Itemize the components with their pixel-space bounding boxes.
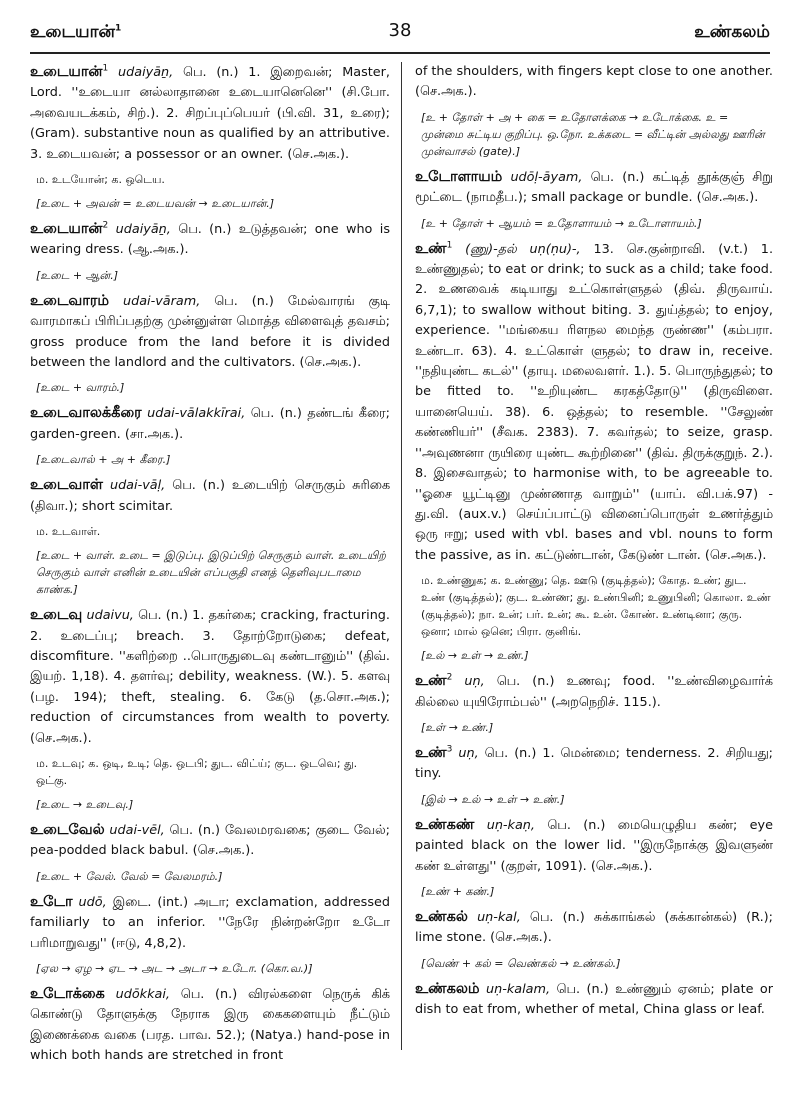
etymology-note: [உடை + வாரம்.]	[36, 381, 125, 395]
headword: உடைவு	[30, 607, 83, 624]
headword: உண்	[415, 673, 447, 690]
running-head	[30, 18, 770, 48]
etymology-note: [உ + தோள் + அ + கை = உதோளக்கை → உடோக்கை. உ = முன்மை சுட்டிய குறிப்பு. ஒ.நோ. உக்கடை = வீட்டின் அல்லது ஊரின் முன்வாசல் (gate).]	[421, 110, 765, 158]
transliteration: udaivu,	[86, 608, 134, 624]
dictionary-entry	[415, 907, 773, 949]
definition-text: பெ. (n.) 1. மென்மை; tenderness. 2. சிறியது; tiny.	[415, 745, 773, 782]
definition-text: பெ. (n.) 1. இறைவன்; Master, Lord. ''உடையா னல்லாதானை உடையானெனெ'' (சி.போ. அவையடக்கம், சிற்.). 2. சிறப்புப்பெயர் (பி.வி. 31, உரை); (Gram). substantive noun as qualified by an attributive. 3. உடையவன்; a possessor or an owner. (செ.அக.).	[30, 65, 390, 162]
transliteration: (ணு)-தல் uṇ(ṇu)-,	[465, 241, 581, 257]
dictionary-entry	[415, 815, 773, 877]
dictionary-entry	[30, 219, 390, 261]
definition-text: இடை. (int.) அடா; exclamation, addressed familiarly to an inferior. ''நேரே நின்றன்றோ உடோ பரிமாறுவது'' (ஈடு, 4,8,2).	[30, 894, 390, 951]
transliteration: udō,	[78, 894, 107, 910]
transliteration: udai-vēl,	[109, 822, 165, 838]
headword: உடைவாள்	[30, 477, 103, 494]
dictionary-entry	[415, 239, 773, 567]
homograph-number: 1	[446, 240, 453, 251]
transliteration: udai-vālakkīrai,	[147, 406, 246, 422]
dictionary-entry	[30, 605, 390, 749]
definition-text: பெ. (n.) உணவு; food. ''உண்விழைவார்க் கில்லை யுயிரோம்பல்'' (அறநெறிச். 115.).	[415, 674, 773, 710]
dictionary-entry	[415, 167, 773, 209]
dictionary-entry	[30, 892, 390, 954]
headword: உடைவேல்	[30, 821, 105, 838]
definition-text: பெ. (n.) விரல்களை நெருக் கிக் கொண்டு தோளுக்கு நேராக இரு கைகளையும் நீட்டும் இணைக்கை வகை (பரத. பாவ. 52.); (Natya.) hand-pose in which both hands are stretched in front	[30, 986, 390, 1064]
etymology-note: [உடை → உடைவு.]	[36, 797, 134, 811]
cognates-note: ம. உடயோன்; க. ஒடெய.	[36, 173, 165, 187]
headword: உடைவாலக்கீரை	[30, 405, 142, 422]
homograph-number: 2	[446, 672, 453, 683]
definition-text: 13. செ.குன்றாவி. (v.t.) 1. உண்ணுதல்; to eat or drink; to suck as a child; take food. 2. உணவைக் கடியாது உட்கொள்ளுதல் (திவ். திருவாய். 6,7,1); to swallow without biting. 3. துய்த்தல்; to enjoy, experience. ''மங்கைய ரிளநல மைந்த ருண்ண'' (கம்பரா. உண்டா. 63). 4. உட்கொள் ளுதல்; to draw in, receive. ''நதியுண்ட கடல்'' (தாயு. மலைவளர். 1.). 5. பொருந்துதல்; to be fitted to. ''உறியுண்ட கரகத்தோடு'' (திருவிளை. யானையெய். 38). 6. ஒத்தல்; to resemble. ''சேலுண் கண்ணியர்'' (சீவக. 2383). 7. கவர்தல்; to seize, grasp. ''அவுணனா ருயிரை யுண்ட கூற்றினை'' (திவ். திருக்குறுந். 2.). 8. இசைவாதல்; to harmonise with, to be agreeable to. ''ஓசை யூட்டினு முண்ணாத வாறும்'' (யாப். வி.பக்.97) - து.வி. (aux.v.) செய்ப்பாட்டு வினைப்பொருள் உணர்த்தும் ஒரு ஈறு; used with vbl. bases and vbl. nouns to form the passive, as in. கட்டுண்டான், கேடுண் டான். (செ.அக.).	[415, 241, 773, 563]
headword: உண்கல்	[415, 908, 468, 925]
etymology-note: [உடை + வாள். உடை = இடுப்பு. இடுப்பிற் செருகும் வாள். உடையிற் செருகும் வாள் எனின் உடையின் எப்பகுதி எனத் தெளிவுபடாமை காண்க.]	[36, 549, 386, 597]
headword: உடோ	[30, 893, 73, 910]
definition-text: பெ. (n.) 1. தகர்கை; cracking, fracturing. 2. உடைப்பு; breach. 3. தோற்றோடுகை; defeat, discomfiture. ''களிற்றை ..பொருதுடைவு கண்டானும்'' (திவ். இயற். 1,18). 4. தளர்வு; debility, weakness. (W.). 5. களவு (பழ. 194); theft, stealing. 6. கேடு (த.சொ.அக.); reduction of circumstances from wealth to poverty. (செ.அக.).	[30, 608, 390, 746]
transliteration: udai-vāḷ,	[109, 478, 166, 494]
transliteration: uṇ,	[458, 745, 479, 761]
cognates-note: ம. உடவாள்.	[36, 525, 101, 539]
headword: உண்	[415, 240, 447, 257]
definition-text: பெ. (n.) மையெழுதிய கண்; eye painted black on the lower lid. ''இருநோக்கு இவளுண் கண் உள்ளது'' (குறள், 1091). (செ.அக.).	[415, 817, 773, 874]
definition-text: பெ. (n.) உண்ணும் ஏனம்; plate or dish to eat from, whether of metal, China glass or leaf.	[415, 981, 773, 1018]
right-column	[415, 62, 773, 1080]
guide-word-right: உண்கலம்	[694, 22, 770, 42]
transliteration: uṇ-kal,	[477, 909, 521, 925]
definition-text: பெ. (n.) வேலமரவகை; குடை வேல்; pea-podded black babul. (செ.அக.).	[30, 822, 390, 859]
etymology-note: [இல் → உல் → உள் → உண்.]	[421, 792, 565, 806]
definition-text: பெ. (n.) கட்டித் தூக்குஞ் சிறு மூட்டை (நாமதீப.); small package or bundle. (செ.அக.).	[415, 169, 773, 206]
transliteration: uṇ,	[464, 674, 485, 690]
headword: உடோக்கை	[30, 985, 105, 1002]
transliteration: udaiyāṉ,	[115, 222, 171, 238]
dictionary-entry	[30, 291, 390, 374]
cognates-note: ம. உண்ணுக; க. உண்ணு; தெ. ஊடு (குடித்தல்); கோத. உண்; துட. உண் (குடித்தல்); குட. உண்ண; து. உண்பினி; உணுபினி; கொலா. உண் (குடித்தல்); நா. உன்; பர். உன்; கூ. உன். கோண். உண்டினா; குரு. ஒனா; மால் ஒனெ; பிரா. குனிங்.	[421, 574, 771, 639]
transliteration: udaiyāṉ,	[118, 65, 174, 80]
definition-text: பெ. (n.) மேல்வாரங் குடி வாரமாகப் பிரிப்பதற்கு முன்னுள்ள மொத்த விளைவுத் தவசம்; gross produce from the land before it is divided between the landlord and the cultivators. (செ.அக.).	[30, 293, 390, 371]
dictionary-entry	[30, 820, 390, 862]
left-column	[30, 62, 390, 1080]
cognates-note: ம. உடவு; க. ஒடி, உடி; தெ. ஒடபி; துட. விட்ய்; குட. ஒடவெ; து. ஒட்கு.	[36, 756, 358, 787]
dictionary-entry	[415, 743, 773, 785]
entry-continuation: of the shoulders, with fingers kept close to one another. (செ.அக.).	[415, 64, 773, 100]
headword: உடையான்	[30, 64, 103, 80]
transliteration: uṇ-kalam,	[486, 981, 551, 997]
definition-text: பெ. (n.) உடையிற் செருகும் சுரிகை (திவா.); short scimitar.	[30, 478, 390, 514]
headword: உண்கலம்	[415, 980, 480, 997]
transliteration: udai-vāram,	[122, 293, 201, 309]
etymology-note: [வெண் + கல் = வெண்கல் → உண்கல்.]	[421, 956, 621, 970]
etymology-note: [உண் + கண்.]	[421, 884, 495, 898]
headword: உண்	[415, 744, 447, 761]
page-number: 38	[388, 20, 412, 41]
column-divider	[401, 62, 402, 1050]
guide-word-left: உடையான்$^1$	[30, 22, 122, 42]
definition-text: பெ. (n.) தண்டங் கீரை; garden-green. (சா.அக.).	[30, 406, 390, 442]
dictionary-entry	[415, 979, 773, 1021]
headword: உண்கண்	[415, 816, 475, 833]
etymology-note: [உடை + அவன் = உடையவன் → உடையான்.]	[36, 197, 275, 211]
etymology-note: [உல் → உள் → உண்.]	[421, 649, 529, 663]
headword: உடோளாயம்	[415, 168, 503, 185]
etymology-note: [உ + தோள் + ஆயம் = உதோளாயம் → உடோளாயம்.]	[421, 216, 702, 230]
dictionary-entry	[30, 403, 390, 445]
transliteration: udōkkai,	[115, 986, 170, 1002]
definition-text: பெ. (n.) சுக்காங்கல் (சுக்கான்கல்) (R.); lime stone. (செ.அக.).	[415, 909, 773, 946]
transliteration: udōḷ-āyam,	[510, 169, 583, 185]
headword: உடைவாரம்	[30, 292, 110, 309]
etymology-note: [உடை + ஆன்.]	[36, 268, 119, 282]
dictionary-entry	[30, 984, 390, 1067]
etymology-note: [உடைவால் + அ + கீரை.]	[36, 453, 171, 467]
definition-text: பெ. (n.) உடுத்தவன்; one who is wearing dress. (ஆ.அக.).	[30, 222, 390, 258]
transliteration: uṇ-kaṇ,	[486, 817, 535, 833]
dictionary-entry	[30, 62, 390, 165]
homograph-number: 3	[446, 744, 453, 755]
etymology-note: [உள் → உண்.]	[421, 720, 494, 734]
header-rule	[30, 52, 770, 54]
homograph-number: 1	[102, 63, 109, 74]
etymology-note: [ஏல → ஏழ → ஏட → அட → அடா → உடோ. (கொ.வ.)]	[36, 961, 313, 975]
headword: உடையான்	[30, 221, 103, 238]
homograph-number: 2	[102, 220, 109, 231]
dictionary-entry	[415, 671, 773, 713]
etymology-note: [உடை + வேல். வேல் = வேலமரம்.]	[36, 869, 223, 883]
dictionary-entry	[30, 475, 390, 517]
